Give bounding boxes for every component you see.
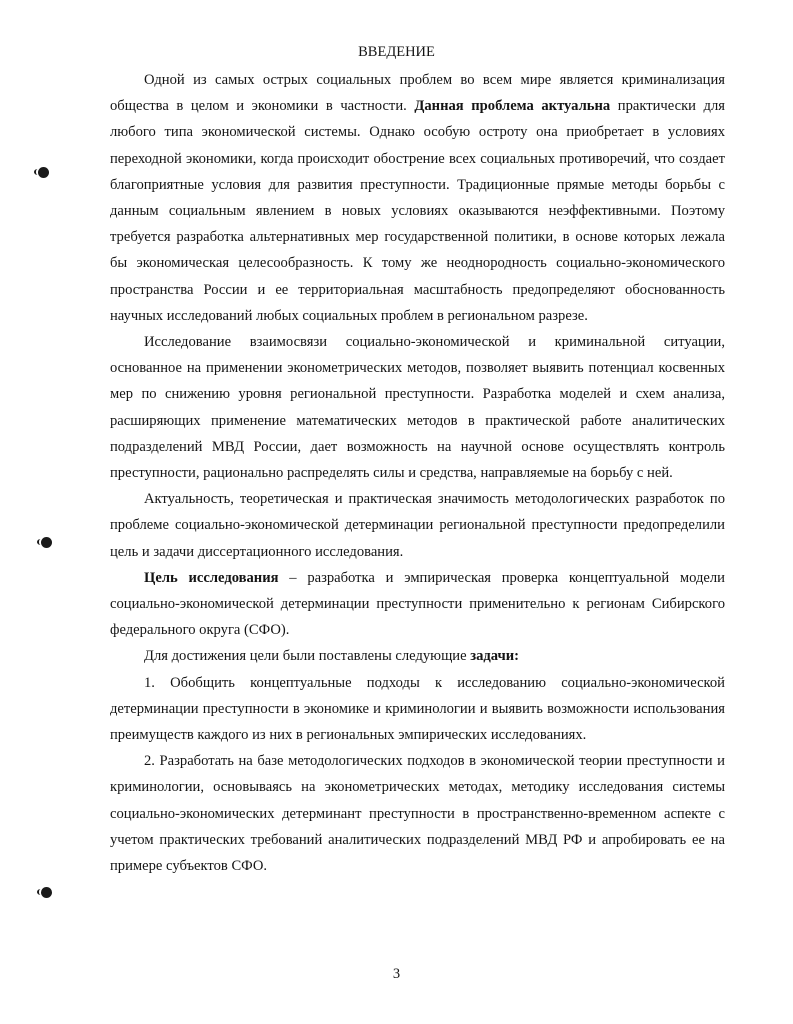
- text-segment: 2. Разработать на базе методологических подходов в экономической теории преступности и криминологии, основываясь на эконометрических методах, методику исследования системы социально-экономических детерминант преступности в пространственно-временном аспекте с учетом практических требований аналитических подразделений МВД РФ и апробировать ее на примере субъектов СФО.: [110, 753, 725, 875]
- paragraph: [110, 643, 725, 669]
- paragraph: [110, 67, 725, 329]
- paragraph: [110, 670, 725, 749]
- page-title: ВВЕДЕНИЕ: [358, 44, 435, 60]
- paragraph: [110, 565, 725, 644]
- text-segment: Актуальность, теоретическая и практическая значимость методологических разработок по проблеме социально-экономической детерминации региональной преступности предопределили цель и задачи диссертационного исследования.: [110, 491, 725, 560]
- binder-hole-mark: [41, 887, 52, 898]
- bold-text-segment: Данная проблема актуальна: [414, 98, 611, 115]
- page-number: 3: [392, 966, 401, 982]
- paragraph: [110, 486, 725, 565]
- text-segment: Исследование взаимосвязи социально-экономической и криминальной ситуации, основанное на применении эконометрических методов, позволяет выявить потенциал косвенных мер по снижению уровня региональной преступности. Разработка моделей и схем анализа, расширяющих применение математических методов в практической работе аналитических подразделений МВД России, дает возможность на научной основе осуществлять контроль преступности, рационально распределять силы и средства, направляемые на борьбу с ней.: [110, 334, 725, 482]
- paragraph: [110, 329, 725, 486]
- text-segment: 1. Обобщить концептуальные подходы к исследованию социально-экономической детерминации преступности в экономике и криминологии и выявить возможности использования преимуществ каждого из них в региональных эмпирических исследованиях.: [110, 674, 725, 744]
- bold-text-segment: задачи:: [470, 648, 520, 665]
- binder-hole-mark: [41, 537, 52, 548]
- text-segment: Одной из самых острых социальных проблем во всем мире является криминализация общества в целом и экономики в частности.: [110, 72, 725, 115]
- bold-text-segment: Цель исследования: [144, 569, 279, 586]
- text-segment: практически для любого типа экономической системы. Однако особую остроту она приобретает в условиях переходной экономики, когда происходит обострение всех социальных противоречий, что создает благоприятные условия для развития преступности. Традиционные прямые методы борьбы с данным социальным явлением в новых условиях оказываются неэффективными. Поэтому требуется разработка альтернативных мер государственной политики, в основе которых лежала бы экономическая целесообразность. К тому же неоднородность социально-экономического пространства России и ее территориальная масштабность предопределяют обоснованность научных исследований любых социальных проблем в региональном разрезе.: [110, 98, 725, 324]
- paragraph: [110, 748, 725, 879]
- binder-hole-mark: [38, 167, 49, 178]
- text-segment: – разработка и эмпирическая проверка концептуальной модели социально-экономической детерминации преступности применительно к регионам Сибирского федерального округа (СФО).: [110, 569, 725, 639]
- text-segment: Для достижения цели были поставлены следующие: [144, 648, 471, 665]
- body-text: [110, 67, 725, 879]
